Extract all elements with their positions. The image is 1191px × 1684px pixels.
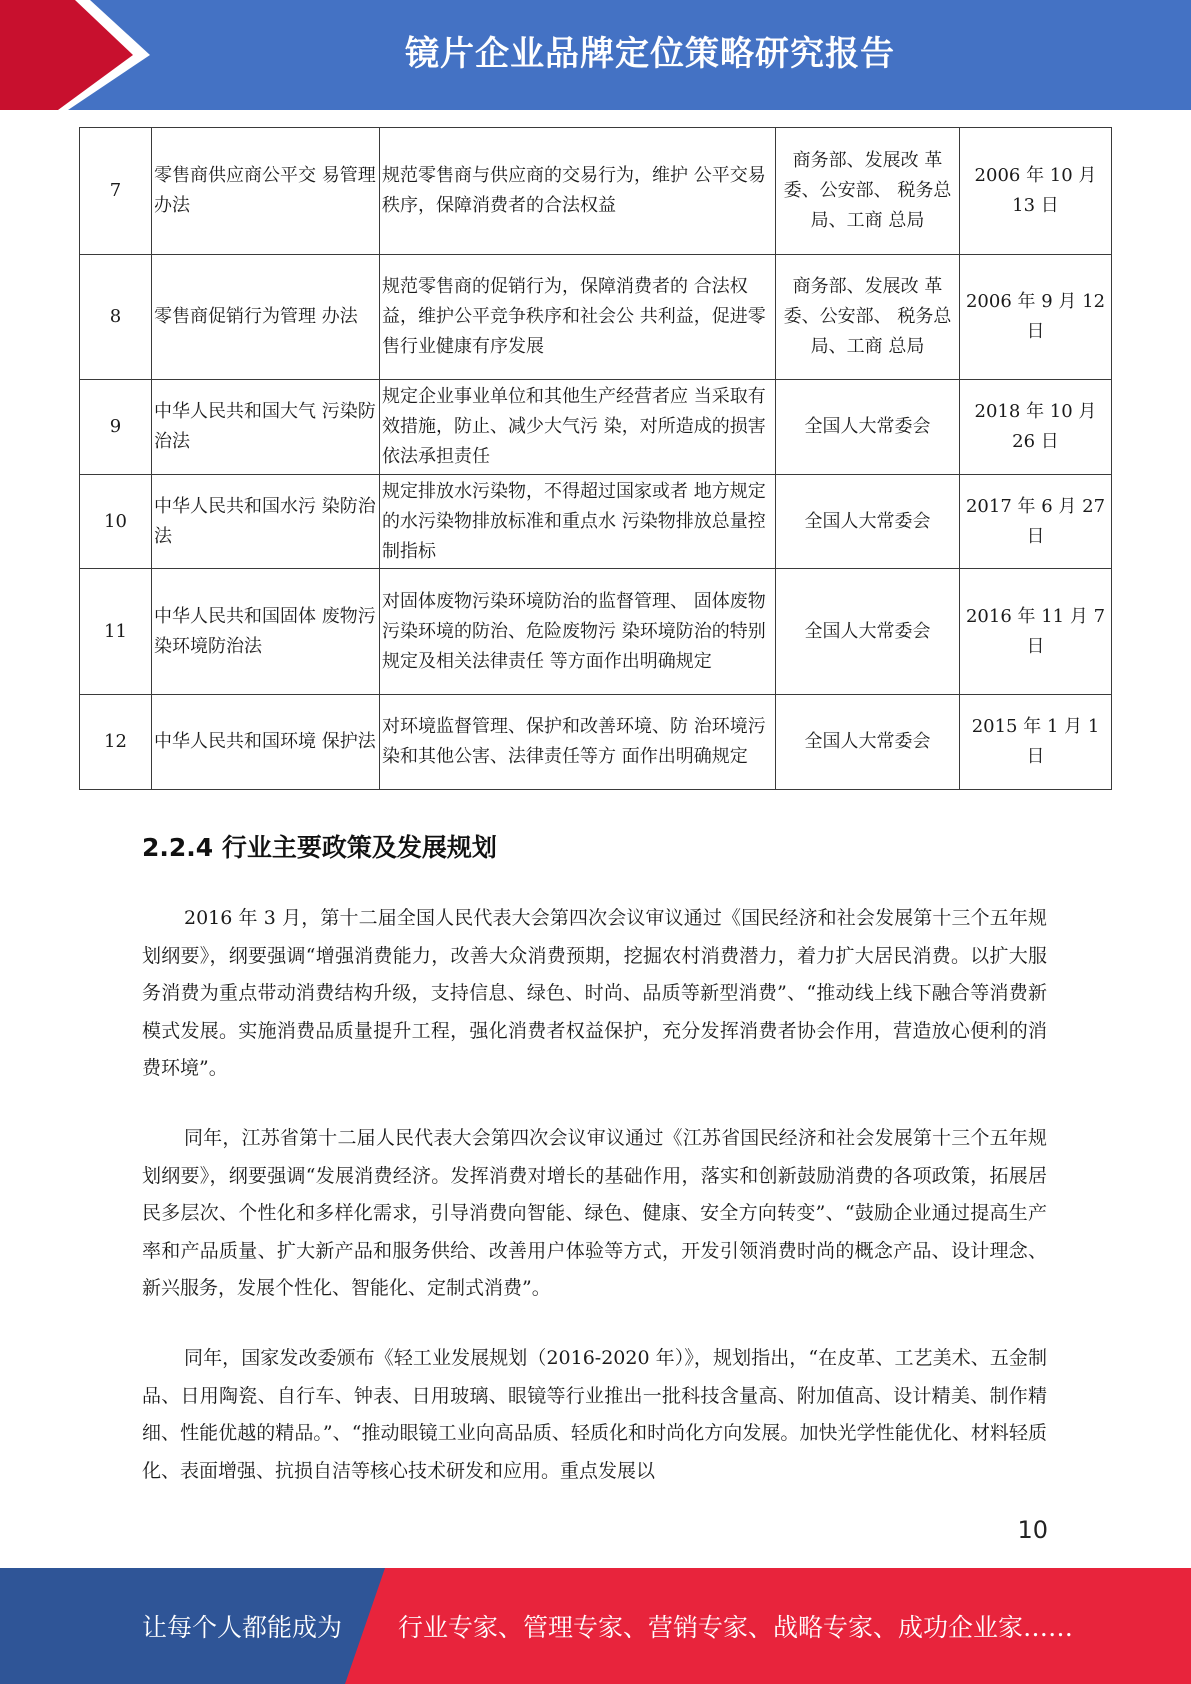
row-number: 12 <box>80 695 152 790</box>
row-number: 10 <box>80 475 152 569</box>
row-number: 9 <box>80 380 152 475</box>
regulation-name: 中华人民共和国环境 保护法 <box>152 695 380 790</box>
table-row <box>80 695 1112 790</box>
issuing-authority: 全国人大常委会 <box>776 569 960 695</box>
issue-date: 2006 年 10 月 13 日 <box>960 128 1112 255</box>
issuing-authority: 全国人大常委会 <box>776 475 960 569</box>
section-heading: 2.2.4 行业主要政策及发展规划 <box>142 833 497 862</box>
issuing-authority: 全国人大常委会 <box>776 380 960 475</box>
issuing-authority: 商务部、发展改 革委、公安部、 税务总局、工商 总局 <box>776 255 960 380</box>
header-title: 镜片企业品牌定位策略研究报告 <box>405 34 895 74</box>
issue-date: 2016 年 11 月 7 日 <box>960 569 1112 695</box>
regulation-table <box>79 127 1112 790</box>
regulation-name: 零售商供应商公平交 易管理办法 <box>152 128 380 255</box>
row-number: 8 <box>80 255 152 380</box>
issue-date: 2015 年 1 月 1 日 <box>960 695 1112 790</box>
regulation-description: 对固体废物污染环境防治的监督管理、 固体废物污染环境的防治、危险废物污 染环境防治的特别规定及相关法律责任 等方面作出明确规定 <box>380 569 776 695</box>
body-paragraph: 2016 年 3 月，第十二届全国人民代表大会第四次会议审议通过《国民经济和社会发展第十三个五年规划纲要》，纲要强调“增强消费能力，改善大众消费预期，挖掘农村消费潜力，着力扩大居民消费。以扩大服务消费为重点带动消费结构升级，支持信息、绿色、时尚、品质等新型消费”、“推动线上线下融合等消费新模式发展。实施消费品质量提升工程，强化消费者权益保护，充分发挥消费者协会作用，营造放心便利的消费环境”。 <box>142 907 1047 1079</box>
table-row <box>80 569 1112 695</box>
issue-date: 2017 年 6 月 27 日 <box>960 475 1112 569</box>
regulation-name: 中华人民共和国固体 废物污染环境防治法 <box>152 569 380 695</box>
table-row <box>80 255 1112 380</box>
body-paragraph: 同年，国家发改委颁布《轻工业发展规划（2016-2020 年）》，规划指出，“在皮革、工艺美术、五金制品、日用陶瓷、自行车、钟表、日用玻璃、眼镜等行业推出一批科技含量高、附加值高、设计精美、制作精细、性能优越的精品。”、“推动眼镜工业向高品质、轻质化和时尚化方向发展。加快光学性能优化、材料轻质化、表面增强、抗损自洁等核心技术研发和应用。重点发展以 <box>142 1347 1047 1482</box>
issuing-authority: 商务部、发展改 革委、公安部、 税务总局、工商 总局 <box>776 128 960 255</box>
issuing-authority: 全国人大常委会 <box>776 695 960 790</box>
regulation-description: 规定企业事业单位和其他生产经营者应 当采取有效措施，防止、减少大气污 染，对所造成的损害依法承担责任 <box>380 380 776 475</box>
page-footer <box>0 1568 1191 1684</box>
regulation-description: 规范零售商的促销行为，保障消费者的 合法权益，维护公平竞争秩序和社会公 共利益，促进零售行业健康有序发展 <box>380 255 776 380</box>
regulation-description: 对环境监督管理、保护和改善环境、防 治环境污染和其他公害、法律责任等方 面作出明确规定 <box>380 695 776 790</box>
issue-date: 2018 年 10 月 26 日 <box>960 380 1112 475</box>
table-row <box>80 380 1112 475</box>
regulation-description: 规范零售商与供应商的交易行为，维护 公平交易秩序，保障消费者的合法权益 <box>380 128 776 255</box>
issue-date: 2006 年 9 月 12 日 <box>960 255 1112 380</box>
row-number: 7 <box>80 128 152 255</box>
regulation-name: 零售商促销行为管理 办法 <box>152 255 380 380</box>
regulation-name: 中华人民共和国大气 污染防治法 <box>152 380 380 475</box>
footer-slogan-left: 让每个人都能成为 <box>142 1613 343 1642</box>
table-row <box>80 475 1112 569</box>
page-header <box>0 0 1191 110</box>
body-paragraph: 同年，江苏省第十二届人民代表大会第四次会议审议通过《江苏省国民经济和社会发展第十三个五年规划纲要》，纲要强调“发展消费经济。发挥消费对增长的基础作用，落实和创新鼓励消费的各项政策，拓展居民多层次、个性化和多样化需求，引导消费向智能、绿色、健康、安全方向转变”、“鼓励企业通过提高生产率和产品质量、扩大新产品和服务供给、改善用户体验等方式，开发引领消费时尚的概念产品、设计理念、新兴服务，发展个性化、智能化、定制式消费”。 <box>142 1127 1047 1299</box>
table-row <box>80 128 1112 255</box>
regulation-name: 中华人民共和国水污 染防治法 <box>152 475 380 569</box>
row-number: 11 <box>80 569 152 695</box>
footer-slogan-right: 行业专家、管理专家、营销专家、战略专家、成功企业家…… <box>398 1613 1074 1642</box>
regulation-description: 规定排放水污染物，不得超过国家或者 地方规定的水污染物排放标准和重点水 污染物排放总量控制指标 <box>380 475 776 569</box>
page-number: 10 <box>1017 1516 1048 1544</box>
